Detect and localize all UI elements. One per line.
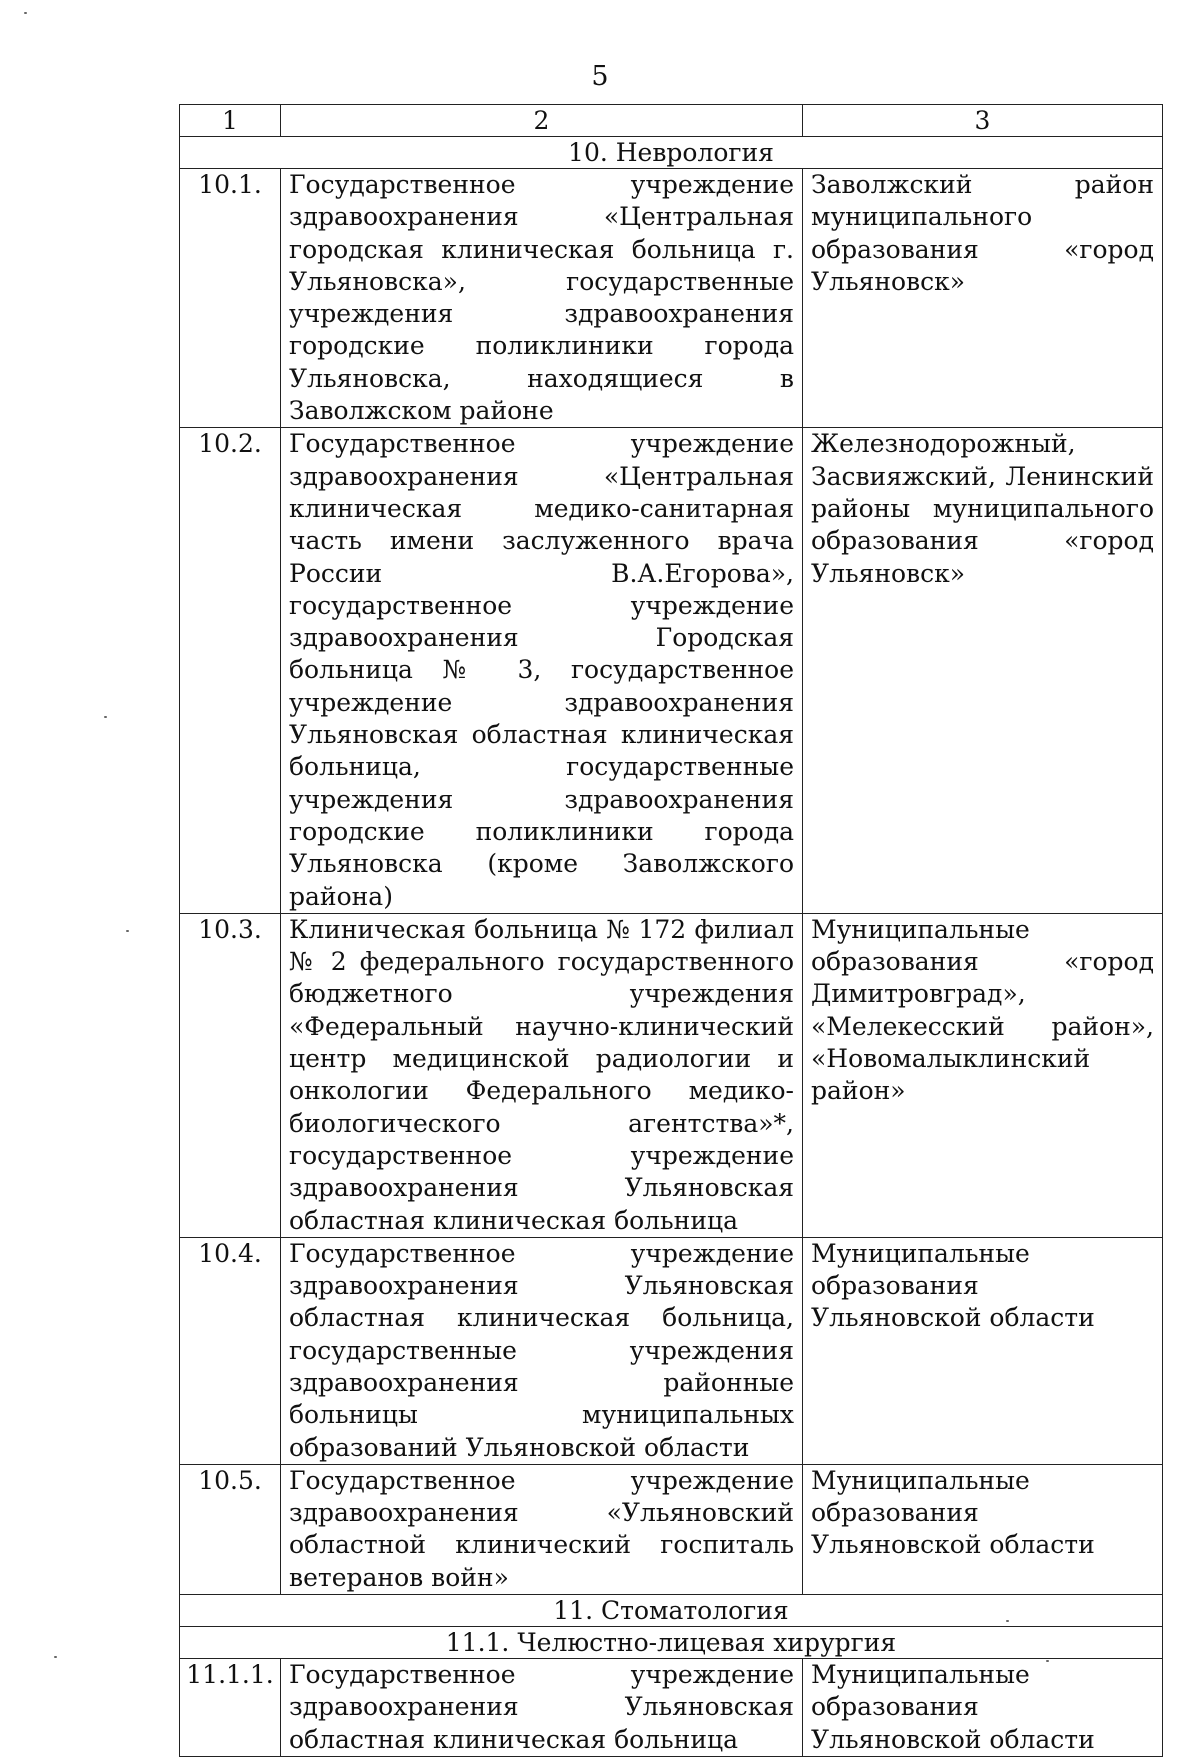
institution-cell: Государственное учреждение здравоохранения «Центральная городская клиническая больница г. Ульяновска», государственные учреждения здравоохранения городские поликлиники города Ульяновска, находящиеся в Заволжском районе <box>281 169 803 428</box>
table-row <box>180 1659 1163 1757</box>
section-title-neurology: 10. Неврология <box>180 137 1163 169</box>
row-number: 10.1. <box>180 169 281 428</box>
subsection-row <box>180 1627 1163 1659</box>
table-row <box>180 169 1163 428</box>
institution-cell: Государственное учреждение здравоохранения «Ульяновский областной клинический госпиталь ветеранов войн» <box>281 1464 803 1594</box>
scan-speck <box>126 930 129 932</box>
section-title-dentistry: 11. Стоматология <box>180 1595 1163 1627</box>
scan-speck <box>24 12 27 14</box>
subsection-title-maxillofacial-surgery: 11.1. Челюстно-лицевая хирургия <box>180 1627 1163 1659</box>
territory-cell: Муниципальные образования Ульяновской области <box>803 1659 1163 1757</box>
hospital-routing-table <box>179 104 1163 1757</box>
scan-speck <box>1046 1660 1049 1662</box>
column-header-3: 3 <box>803 105 1163 137</box>
row-number: 10.2. <box>180 428 281 913</box>
row-number: 10.3. <box>180 913 281 1237</box>
territory-cell: Муниципальные образования Ульяновской области <box>803 1237 1163 1464</box>
territory-cell: Муниципальные образования «город Димитровград», «Мелекесский район», «Новомалыклинский район» <box>803 913 1163 1237</box>
section-row <box>180 137 1163 169</box>
page-number: 5 <box>591 61 609 92</box>
row-number: 10.5. <box>180 1464 281 1594</box>
table-row <box>180 1237 1163 1464</box>
territory-cell: Заволжский район муниципального образования «город Ульяновск» <box>803 169 1163 428</box>
institution-cell: Государственное учреждение здравоохранения Ульяновская областная клиническая больница, государственные учреждения здравоохранения районные больницы муниципальных образований Ульяновской области <box>281 1237 803 1464</box>
institution-cell: Государственное учреждение здравоохранения «Центральная клиническая медико-санитарная часть имени заслуженного врача России В.А.Егорова», государственное учреждение здравоохранения Городская больница № 3, государственное учреждение здравоохранения Ульяновская областная клиническая больница, государственные учреждения здравоохранения городские поликлиники города Ульяновска (кроме Заволжского района) <box>281 428 803 913</box>
table-header-row <box>180 105 1163 137</box>
institution-cell: Клиническая больница № 172 филиал № 2 федерального государственного бюджетного учреждения «Федеральный научно-клинический центр медицинской радиологии и онкологии Федерального медико-биологического агентства»*, государственное учреждение здравоохранения Ульяновская областная клиническая больница <box>281 913 803 1237</box>
column-header-1: 1 <box>180 105 281 137</box>
scan-speck <box>54 1656 57 1658</box>
row-number: 10.4. <box>180 1237 281 1464</box>
column-header-2: 2 <box>281 105 803 137</box>
table-row <box>180 913 1163 1237</box>
row-number: 11.1.1. <box>180 1659 281 1757</box>
table-row <box>180 428 1163 913</box>
territory-cell: Железнодорожный, Засвияжский, Ленинский районы муниципального образования «город Ульяновск» <box>803 428 1163 913</box>
section-row <box>180 1595 1163 1627</box>
scan-speck <box>1006 1620 1009 1622</box>
territory-cell: Муниципальные образования Ульяновской области <box>803 1464 1163 1594</box>
scan-speck <box>104 716 107 718</box>
table-row <box>180 1464 1163 1594</box>
institution-cell: Государственное учреждение здравоохранения Ульяновская областная клиническая больница <box>281 1659 803 1757</box>
